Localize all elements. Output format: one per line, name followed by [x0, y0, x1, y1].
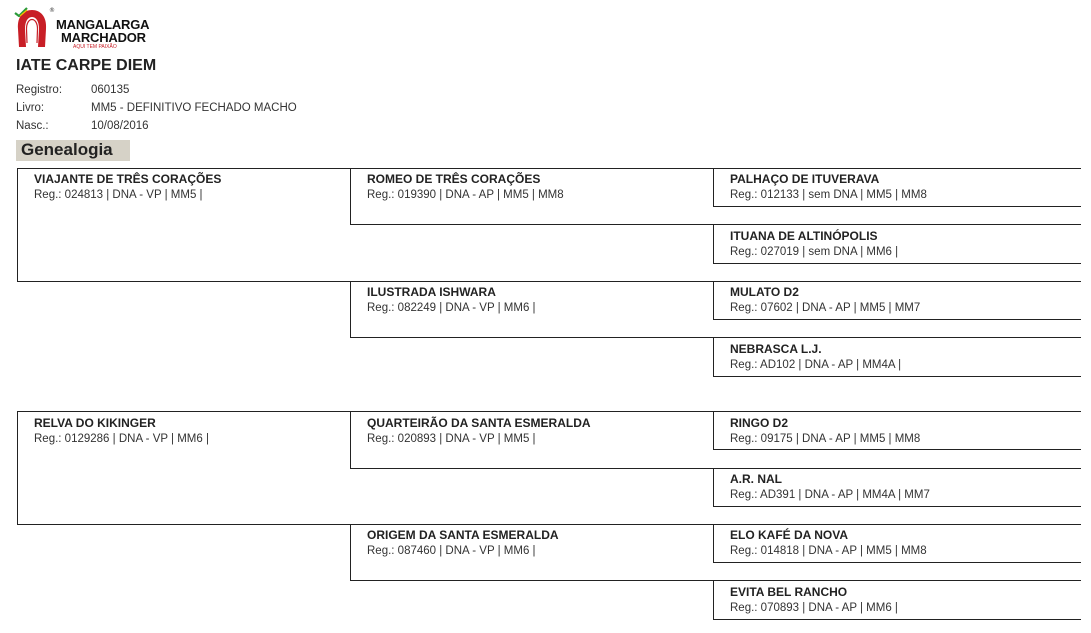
registro-label: Registro: [16, 84, 63, 96]
ancestor-reg: Reg.: AD102 | DNA - AP | MM4A | [730, 359, 902, 371]
pedigree-great-grandparent [730, 284, 920, 316]
ancestor-name: ILUSTRADA ISHWARA [367, 285, 496, 299]
ancestor-name: ELO KAFÉ DA NOVA [730, 528, 849, 542]
ancestor-name: NEBRASCA L.J. [730, 342, 822, 356]
registered-mark: ® [49, 7, 55, 14]
ancestor-name: ROMEO DE TRÊS CORAÇÕES [367, 172, 541, 186]
ancestor-name: PALHAÇO DE ITUVERAVA [730, 172, 880, 186]
registro-value: 060135 [91, 84, 130, 96]
ancestor-name: MULATO D2 [730, 285, 799, 299]
ancestor-reg: Reg.: 0129286 | DNA - VP | MM6 | [34, 433, 209, 445]
pedigree-line [713, 206, 1081, 207]
pedigree-line [350, 411, 351, 468]
ancestor-name: ITUANA DE ALTINÓPOLIS [730, 229, 878, 243]
livro-label: Livro: [16, 102, 45, 114]
ancestor-reg: Reg.: 014818 | DNA - AP | MM5 | MM8 [730, 545, 927, 557]
ancestor-reg: Reg.: AD391 | DNA - AP | MM4A | MM7 [730, 489, 930, 501]
pedigree-line [713, 263, 1081, 264]
ancestor-reg: Reg.: 07602 | DNA - AP | MM5 | MM7 [730, 302, 921, 314]
section-header-genealogia [16, 140, 130, 161]
pedigree-grandparent [367, 284, 536, 316]
ancestor-reg: Reg.: 012133 | sem DNA | MM5 | MM8 [730, 189, 927, 201]
pedigree-line [713, 468, 714, 506]
pedigree-line [713, 506, 1081, 507]
ancestor-name: RINGO D2 [730, 416, 789, 430]
pedigree-line [17, 281, 1081, 282]
ancestor-name: QUARTEIRÃO DA SANTA ESMERALDA [367, 416, 591, 430]
pedigree-line [350, 524, 351, 580]
pedigree-great-grandparent [730, 341, 901, 373]
pedigree-line [713, 224, 714, 263]
ancestor-name: A.R. NAL [730, 472, 782, 486]
pedigree-grandparent [367, 171, 564, 203]
pedigree-great-grandparent [730, 527, 927, 559]
ancestor-reg: Reg.: 09175 | DNA - AP | MM5 | MM8 [730, 433, 921, 445]
horse-name: IATE CARPE DIEM [16, 57, 157, 74]
pedigree-line [713, 319, 1081, 320]
pedigree-line [17, 411, 1081, 412]
pedigree-line [350, 580, 1081, 581]
pedigree-line [713, 376, 1081, 377]
pedigree-line [350, 468, 1081, 469]
pedigree-line [713, 619, 1081, 620]
ancestor-reg: Reg.: 027019 | sem DNA | MM6 | [730, 246, 899, 258]
checkmark-icon [14, 7, 28, 17]
pedigree-line [713, 524, 714, 562]
nasc-value: 10/08/2016 [91, 120, 149, 132]
pedigree-line [350, 337, 1081, 338]
ancestor-reg: Reg.: 070893 | DNA - AP | MM6 | [730, 602, 898, 614]
pedigree-line [350, 224, 1081, 225]
pedigree-line [17, 411, 18, 524]
pedigree-line [713, 168, 714, 206]
pedigree-great-grandparent [730, 171, 927, 203]
ancestor-reg: Reg.: 019390 | DNA - AP | MM5 | MM8 [367, 189, 564, 201]
pedigree-line [350, 281, 351, 337]
pedigree-line [17, 524, 1081, 525]
pedigree-line [350, 168, 351, 224]
pedigree-great-grandparent [730, 228, 898, 260]
pedigree-line [713, 337, 714, 376]
pedigree-line [17, 168, 18, 281]
section-title: Genealogia [21, 140, 113, 159]
logo-line2: MARCHADOR [61, 30, 146, 45]
brand-logo [14, 7, 154, 51]
pedigree-great-grandparent [730, 471, 930, 503]
pedigree-line [713, 281, 714, 319]
ancestor-name: RELVA DO KIKINGER [34, 416, 156, 430]
pedigree-grandparent [367, 415, 591, 447]
pedigree-line [713, 411, 714, 449]
pedigree-grandparent [367, 527, 559, 559]
logo-tagline: AQUI TEM PAIXÃO [73, 44, 117, 50]
pedigree-sire [34, 171, 221, 203]
pedigree-line [713, 562, 1081, 563]
pedigree-line [713, 449, 1081, 450]
ancestor-name: VIAJANTE DE TRÊS CORAÇÕES [34, 172, 222, 186]
ancestor-reg: Reg.: 087460 | DNA - VP | MM6 | [367, 545, 536, 557]
logo-line1: MANGALARGA [56, 17, 150, 32]
ancestor-reg: Reg.: 024813 | DNA - VP | MM5 | [34, 189, 203, 201]
livro-value: MM5 - DEFINITIVO FECHADO MACHO [91, 102, 297, 114]
pedigree-line [17, 168, 1081, 169]
nasc-label: Nasc.: [16, 120, 49, 132]
ancestor-name: ORIGEM DA SANTA ESMERALDA [367, 528, 559, 542]
ancestor-reg: Reg.: 082249 | DNA - VP | MM6 | [367, 302, 536, 314]
ancestor-name: EVITA BEL RANCHO [730, 585, 848, 599]
pedigree-great-grandparent [730, 584, 898, 616]
pedigree-line [713, 580, 714, 619]
ancestor-reg: Reg.: 020893 | DNA - VP | MM5 | [367, 433, 536, 445]
pedigree-great-grandparent [730, 415, 920, 447]
pedigree-dam [34, 415, 209, 447]
